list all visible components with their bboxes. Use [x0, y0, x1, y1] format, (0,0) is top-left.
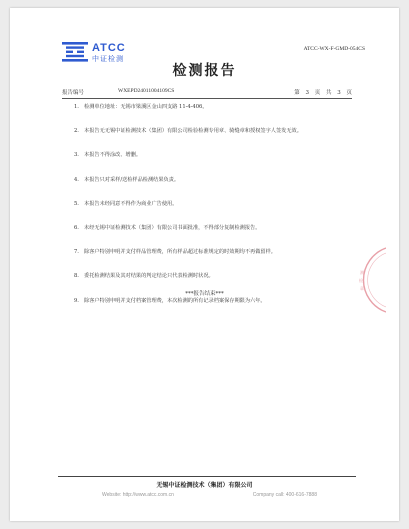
report-title: 检测报告: [172, 63, 237, 79]
note-text: 委托检测结果及其对结果的判定结论只代表检测时状况。: [84, 273, 214, 280]
note-index: 7.: [74, 249, 79, 256]
note-text: 未经无锡中证检测技术（集团）有限公司书面批准，不得部分复制检测报告。: [84, 224, 261, 231]
atcc-logo-icon: [62, 42, 88, 62]
list-item: [74, 152, 344, 176]
header-divider: [62, 98, 352, 99]
seam-stamp-icon: [346, 244, 386, 316]
report-number-label: 报告编号: [62, 90, 85, 96]
report-number: WXEPD24011004109CS: [118, 88, 175, 94]
svg-text:测: 测: [360, 270, 364, 275]
note-text: 检测单位地址：无锡市梁溪区金山四支路 11-4-406。: [84, 104, 208, 110]
note-index: 6.: [74, 224, 79, 231]
svg-text:检: 检: [359, 278, 363, 283]
note-index: 2.: [74, 128, 79, 135]
footer-website: Website: http://www.atcc.com.cn: [102, 492, 174, 498]
note-index: 3.: [74, 152, 79, 159]
page-indicator: 第 3 页 共 3 页: [294, 90, 352, 96]
note-text: 本报告不得涂改、增删。: [84, 152, 142, 159]
note-index: 9.: [74, 297, 79, 304]
list-item: [74, 104, 344, 128]
footer-company-name: 无锡中证检测技术（集团）有限公司: [156, 482, 253, 489]
logo-text-cn: 中证检测: [92, 55, 124, 63]
footer-divider: [58, 476, 356, 477]
list-item: [74, 201, 344, 225]
logo-text-en: ATCC: [92, 42, 126, 54]
svg-text:章: 章: [360, 286, 364, 291]
note-index: 5.: [74, 200, 79, 207]
list-item: [74, 177, 344, 201]
note-index: 1.: [74, 104, 79, 110]
list-item: [74, 225, 344, 249]
list-item: [74, 298, 344, 322]
report-page: [10, 8, 399, 521]
note-text: 本报告未经同意不得作为商业广告使用。: [84, 200, 178, 207]
report-info-row: [62, 88, 352, 98]
list-item: [74, 128, 344, 152]
note-text: 除客户特别申明并支付档案管理费，本次检测的所有记录档案保存期限为六年。: [84, 297, 266, 304]
list-item: [74, 249, 344, 273]
note-text: 本报告只对采样/送检样品检测结果负责。: [84, 176, 180, 183]
note-text: 除客户特别申明并支付样品管理费，所有样品超过标准规定的时效期均不再做留样。: [84, 249, 276, 256]
note-index: 4.: [74, 176, 79, 183]
document-code: ATCC-WX-F-GMD-054CS: [303, 46, 365, 52]
footer-phone: Company call: 400-616-7888: [252, 492, 317, 498]
note-text: 本报告无无锡中证检测技术（集团）有限公司检验检测专用章、骑缝章和授权签字人签发无效。: [84, 128, 302, 135]
report-end-mark: ***报告结束***: [185, 291, 224, 297]
note-index: 8.: [74, 273, 79, 280]
